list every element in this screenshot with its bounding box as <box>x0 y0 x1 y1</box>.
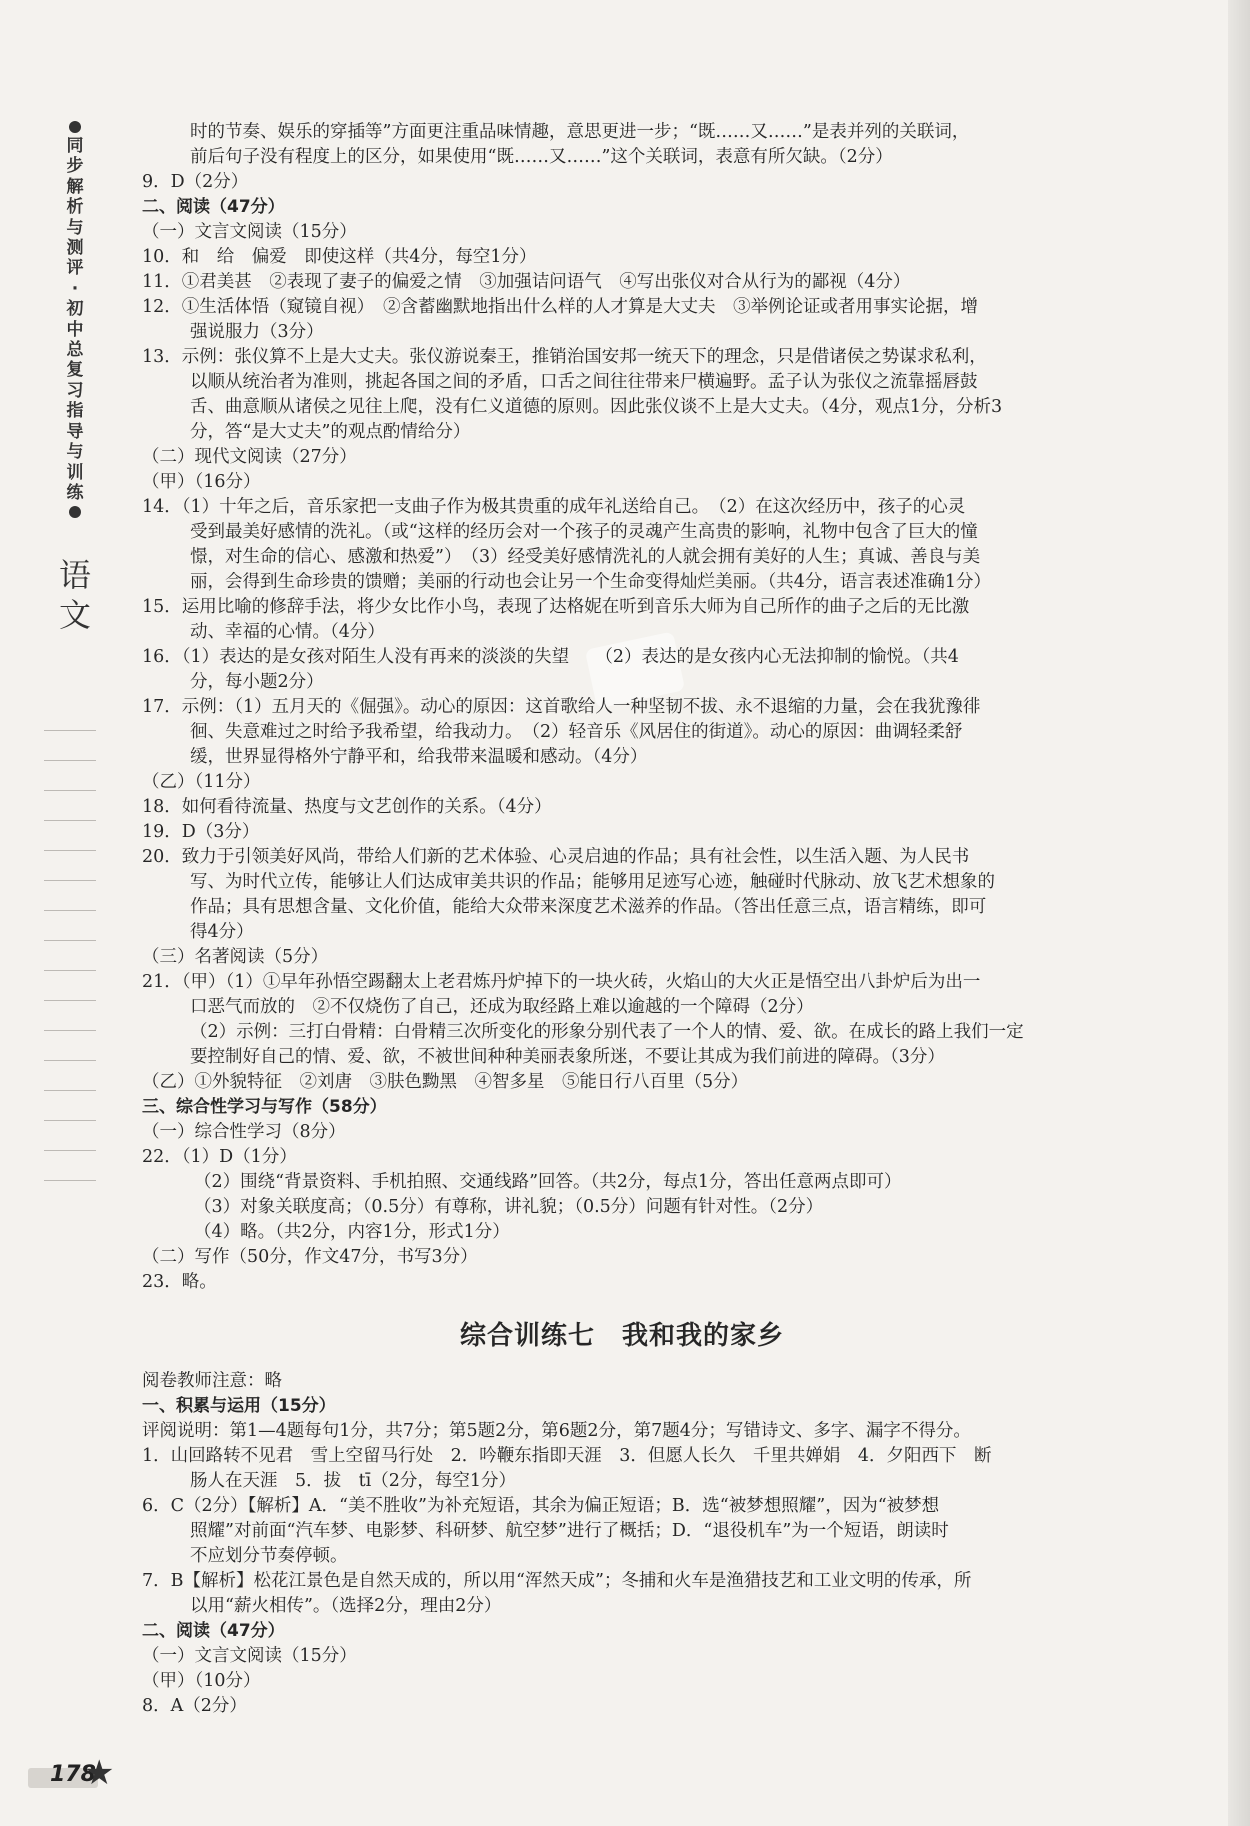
text-line: 10．和 给 偏爱 即使这样（共4分，每空1分） <box>142 247 537 267</box>
text-line: 14．（1）十年之后，音乐家把一支曲子作为极其贵重的成年礼送给自己。 （2）在这次经历中，孩子的心灵 <box>142 497 966 517</box>
text-line: （一）文言文阅读（15分） <box>142 222 357 242</box>
text-line: 评阅说明：第1—4题每句1分，共7分；第5题2分，第6题2分，第7题4分；写错诗文、多字、漏字不得分。 <box>142 1421 971 1441</box>
title-char: 导 <box>66 421 84 442</box>
text-line: 8．A（2分） <box>142 1696 247 1716</box>
text-line: 16．（1）表达的是女孩对陌生人没有再来的淡淡的失望 （2）表达的是女孩内心无法抑制的愉悦。（共4 <box>142 647 959 667</box>
text-line: 18．如何看待流量、热度与文艺创作的关系。（4分） <box>142 797 552 817</box>
section-heading: 三、综合性学习与写作（58分） <box>142 1097 387 1117</box>
page-edge <box>1228 0 1250 1826</box>
text-line: （一）文言文阅读（15分） <box>142 1646 357 1666</box>
title-char: 测 <box>66 238 84 259</box>
title-char: 析 <box>66 197 84 218</box>
text-line: 缓，世界显得格外宁静平和，给我带来温暖和感动。（4分） <box>190 747 648 767</box>
text-line: 20．致力于引领美好风尚，带给人们新的艺术体验、心灵启迪的作品；具有社会性，以生活入题、为人民书 <box>142 847 970 867</box>
text-line: （乙）①外貌特征 ②刘唐 ③肤色黝黑 ④智多星 ⑤能日行八百里（5分） <box>142 1072 749 1092</box>
bullet-dot-icon <box>69 121 81 133</box>
text-line: 19．D（3分） <box>142 822 260 842</box>
title-char: 同 <box>66 136 84 156</box>
text-line: （甲）（10分） <box>142 1671 261 1691</box>
text-line: 7．B【解析】松花江景色是自然天成的，所以用“浑然天成”；冬捕和火车是渔猎技艺和工业文明的传承，所 <box>142 1571 972 1591</box>
title-char: 与 <box>66 442 84 463</box>
text-line: 得4分） <box>190 922 254 942</box>
title-char: 解 <box>66 176 84 197</box>
text-line: 12．①生活体悟（窥镜自视） ②含蓄幽默地指出什么样的人才算是大丈夫 ③举例论证或者用事实论据，增 <box>142 297 979 317</box>
text-line: （2）围绕“背景资料、手机拍照、交通线路”回答。（共2分，每点1分，答出任意两点即可） <box>194 1172 902 1192</box>
text-line: 9．D（2分） <box>142 172 249 192</box>
text-line: 动、幸福的心情。（4分） <box>190 622 385 642</box>
text-line: （二）现代文阅读（27分） <box>142 447 357 467</box>
text-line: 口恶气而放的 ②不仅烧伤了自己，还成为取经路上难以逾越的一个障碍（2分） <box>190 997 814 1017</box>
text-line: 13．示例：张仪算不上是大丈夫。张仪游说秦王，推销治国安邦一统天下的理念，只是借诸侯之势谋求私利， <box>142 347 987 367</box>
text-line: 丽，会得到生命珍贵的馈赠；美丽的行动也会让另一个生命变得灿烂美丽。（共4分，语言表述准确1分） <box>190 572 992 592</box>
text-line: 分，答“是大丈夫”的观点酌情给分） <box>190 422 471 442</box>
title-char: · <box>71 278 79 299</box>
text-line: 强说服力（3分） <box>190 322 324 342</box>
text-line: 受到最美好感情的洗礼。（或“这样的经历会对一个孩子的灵魂产生高贵的影响，礼物中包含了巨大的憧 <box>190 522 978 542</box>
text-line: （3）对象关联度高；（0.5分）有尊称，讲礼貌；（0.5分）问题有针对性。（2分） <box>194 1197 824 1217</box>
text-line: 分，每小题2分） <box>190 672 324 692</box>
title-char: 评 <box>66 258 84 279</box>
margin-rule-lines <box>44 730 96 1210</box>
title-char: 步 <box>66 156 84 177</box>
title-char: 与 <box>66 217 84 238</box>
text-line: 要控制好自己的情、爱、欲，不被世间种种美丽表象所迷，不要让其成为我们前进的障碍。（3分） <box>190 1047 945 1067</box>
text-line: （一）综合性学习（8分） <box>142 1122 346 1142</box>
text-line: 照耀”对前面“汽车梦、电影梦、科研梦、航空梦”进行了概括；D．“退役机车”为一个短语，朗读时 <box>190 1521 949 1541</box>
text-line: 写、为时代立传，能够让人们达成审美共识的作品；能够用足迹写心迹，触碰时代脉动、放飞艺术想象的 <box>190 872 995 892</box>
text-line: 11．①君美甚 ②表现了妻子的偏爱之情 ③加强诘问语气 ④写出张仪对合从行为的鄙视（4分） <box>142 272 911 292</box>
text-line: 徊、失意难过之时给予我希望，给我动力。 （2）轻音乐《风居住的街道》。动心的原因：曲调轻柔舒 <box>190 722 963 742</box>
page-number: 178 <box>50 1762 96 1787</box>
text-line: 以顺从统治者为准则，挑起各国之间的矛盾，口舌之间往往带来尸横遍野。孟子认为张仪之流靠摇唇鼓 <box>190 372 978 392</box>
answer-content <box>142 120 1102 1719</box>
text-line: 作品；具有思想含量、文化价值，能给大众带来深度艺术滋养的作品。（答出任意三点，语言精练，即可 <box>190 897 987 917</box>
text-line: （甲）（16分） <box>142 472 261 492</box>
text-line: 15．运用比喻的修辞手法，将少女比作小鸟，表现了达格妮在听到音乐大师为自己所作的曲子之后的无比激 <box>142 597 970 617</box>
title-char: 中 <box>66 319 84 340</box>
text-line: 阅卷教师注意：略 <box>142 1371 282 1391</box>
text-line: （4）略。（共2分，内容1分，形式1分） <box>194 1222 510 1242</box>
title-char: 复 <box>66 360 84 381</box>
section-heading: 二、阅读（47分） <box>142 1621 285 1641</box>
title-char: 总 <box>66 340 84 361</box>
text-line: （乙）（11分） <box>142 772 261 792</box>
text-line: 憬，对生命的信心、感激和热爱”） （3）经受美好感情洗礼的人就会拥有美好的人生；真诚、善良与美 <box>190 547 981 567</box>
section-title: 综合训练七 我和我的家乡 <box>459 1321 784 1351</box>
text-line: 不应划分节奏停顿。 <box>190 1546 348 1566</box>
text-line: 21．（甲）（1）①早年孙悟空踢翻太上老君炼丹炉掉下的一块火砖，火焰山的大火正是悟空出八卦炉后为出一 <box>142 972 981 992</box>
text-line: 肠人在天涯 5．拔 tī（2分，每空1分） <box>190 1471 517 1491</box>
title-char: 习 <box>66 380 84 401</box>
text-line: （二）写作（50分，作文47分，书写3分） <box>142 1247 478 1267</box>
text-line: （2）示例：三打白骨精：白骨精三次所变化的形象分别代表了一个人的情、爱、欲。在成长的路上我们一定 <box>190 1022 1024 1042</box>
subject-label: 语文 <box>59 556 92 635</box>
sidebar-series-title <box>60 118 90 635</box>
text-line: 17．示例：（1）五月天的《倔强》。动心的原因：这首歌给人一种坚韧不拔、永不退缩的力量，会在我犹豫徘 <box>142 697 981 717</box>
text-line: 23．略。 <box>142 1272 217 1292</box>
section-heading: 二、阅读（47分） <box>142 197 285 217</box>
section-heading: 一、积累与运用（15分） <box>142 1396 336 1416</box>
text-line: 以用“薪火相传”。（选择2分，理由2分） <box>190 1596 502 1616</box>
text-line: （三）名著阅读（5分） <box>142 947 329 967</box>
star-icon: ★ <box>84 1753 115 1793</box>
text-line: 6．C（2分）【解析】A．“美不胜收”为补充短语，其余为偏正短语；B．选“被梦想照耀”，因为“被梦想 <box>142 1496 940 1516</box>
title-char: 初 <box>66 299 84 320</box>
text-line: 前后句子没有程度上的区分，如果使用“既……又……”这个关联词，表意有所欠缺。（2分） <box>190 147 893 167</box>
text-line: 舌、曲意顺从诸侯之见往上爬，没有仁义道德的原则。因此张仪谈不上是大丈夫。（4分，观点1分，分析3 <box>190 397 1003 417</box>
text-line: 1．山回路转不见君 雪上空留马行处 2．吟鞭东指即天涯 3．但愿人长久 千里共婵娟 4．夕阳西下 断 <box>142 1446 992 1466</box>
text-line: 时的节奏、娱乐的穿插等”方面更注重品味情趣，意思更进一步；“既……又……”是表并列的关联词， <box>190 122 970 142</box>
text-line: 22．（1）D（1分） <box>142 1147 297 1167</box>
title-char: 指 <box>66 401 84 422</box>
title-char: 练 <box>66 482 84 503</box>
title-char: 训 <box>66 462 84 483</box>
bullet-dot-icon <box>69 506 81 518</box>
